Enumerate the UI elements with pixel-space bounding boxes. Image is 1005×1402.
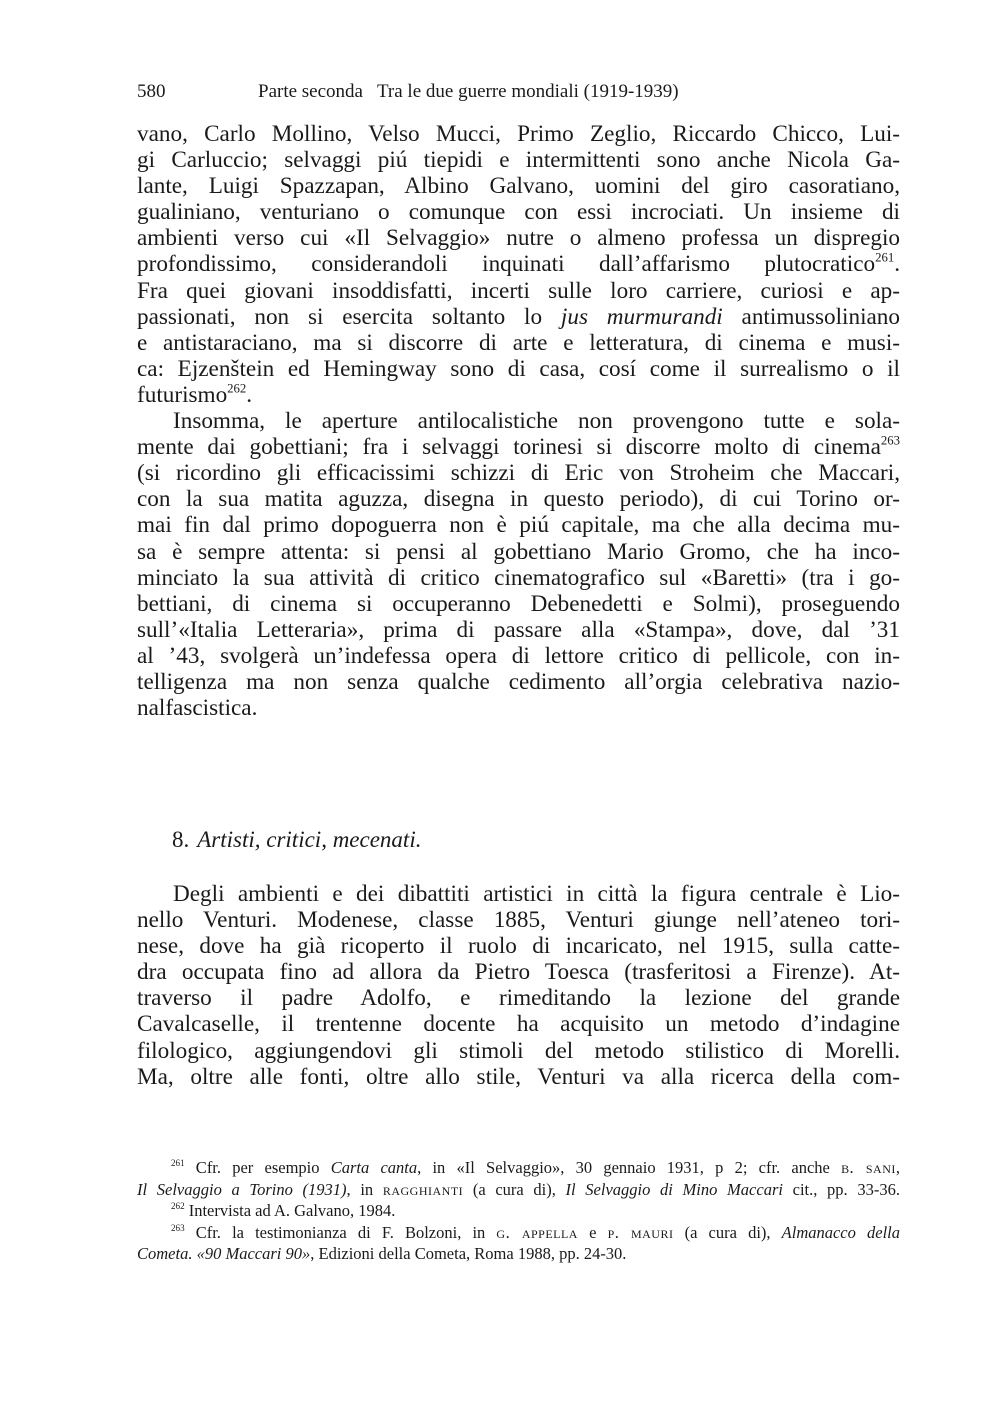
- text-line: Cavalcaselle, il trentenne docente ha acquisito un metodo d’indagine: [137, 1011, 900, 1038]
- text-segment: , in: [346, 1179, 383, 1199]
- text-segment: e: [577, 1222, 608, 1242]
- book-title: Tra le due guerre mondiali (1919-1939): [376, 81, 679, 102]
- text-segment: futurismo: [137, 381, 228, 408]
- text-line: lante, Luigi Spazzapan, Albino Galvano, uomini del giro casoratiano,: [137, 173, 900, 200]
- author-name: g. appella: [496, 1222, 578, 1242]
- text-line: sull’«Italia Letteraria», prima di passare alla «Stampa», dove, dal ’31: [137, 616, 900, 643]
- footnote-number: 262: [171, 1201, 185, 1212]
- footnotes: [137, 1157, 900, 1265]
- text-line: Insomma, le aperture antilocalistiche non provengono tutte e sola-: [173, 408, 900, 435]
- text-segment: antimussoliniano: [722, 303, 900, 330]
- text-line: al ’43, svolgerà un’indefessa opera di lettore critico di pellicole, con in-: [137, 642, 900, 669]
- author-name: ragghianti: [382, 1179, 464, 1199]
- text-line: [137, 304, 900, 330]
- italic-title: Cometa. «90 Maccari 90»: [137, 1244, 311, 1263]
- text-segment: cit., pp. 33-36.: [782, 1179, 900, 1199]
- text-line: Degli ambienti e dei dibattiti artistici in città la figura centrale è Lio-: [173, 881, 900, 907]
- text-line: gi Carluccio; selvaggi piú tiepidi e intermittenti sono anche Nicola Ga-: [137, 147, 900, 174]
- text-line: [137, 382, 900, 408]
- text-segment: Intervista ad A. Galvano, 1984.: [184, 1201, 396, 1220]
- footnote-ref-263[interactable]: 263: [880, 433, 900, 448]
- italic-title: Almanacco della: [781, 1222, 901, 1242]
- text-segment: profondissimo, considerandoli inquinati dall’affarismo plutocratico: [137, 251, 876, 278]
- footnote-number: 263: [171, 1222, 185, 1233]
- text-line: nello Venturi. Modenese, classe 1885, Venturi giunge nell’ateneo tori-: [137, 907, 900, 934]
- text-line: minciato la sua attività di critico cinematografico sul «Baretti» (tra i go-: [137, 564, 900, 591]
- text-line: telligenza ma non senza qualche cedimento all’orgia celebrativa nazio-: [137, 668, 900, 695]
- footnote-262: [137, 1200, 900, 1222]
- text-segment: (a cura di),: [673, 1222, 782, 1242]
- section-heading: [172, 826, 421, 854]
- text-line: sa è sempre attenta: si pensi al gobettiano Mario Gromo, che ha inco-: [137, 538, 900, 565]
- footnote-number: 261: [171, 1158, 185, 1169]
- author-name: p. mauri: [607, 1222, 674, 1242]
- italic-title: Il Selvaggio di Mino Maccari: [565, 1179, 783, 1199]
- text-line: (si ricordino gli efficacissimi schizzi di Eric von Stroheim che Maccari,: [137, 460, 900, 487]
- text-line: ambienti verso cui «Il Selvaggio» nutre o almeno professa un dispregio: [137, 225, 900, 252]
- paragraph-3: [137, 881, 900, 1090]
- section-number: 8.: [172, 827, 190, 852]
- text-line: e antistaraciano, ma si discorre di arte e letteratura, di cinema e musi-: [137, 329, 900, 356]
- footnote-263: [137, 1222, 900, 1244]
- text-line: filologico, aggiungendovi gli stimoli del metodo stilistico di Morelli.: [137, 1037, 900, 1064]
- text-line: vano, Carlo Mollino, Velso Mucci, Primo Zeglio, Riccardo Chicco, Lui-: [137, 121, 900, 147]
- footnote-261: [137, 1157, 900, 1179]
- page-number: 580: [137, 81, 166, 102]
- italic-title: Il Selvaggio a Torino (1931): [137, 1179, 347, 1199]
- text-line: mai fin dal primo dopoguerra non è piú capitale, ma che alla decima mu-: [137, 512, 900, 539]
- text-line: bettiani, di cinema si occuperanno Debenedetti e Solmi), proseguendo: [137, 590, 900, 617]
- text-line: Fra quei giovani insoddisfatti, incerti sulle loro carriere, curiosi e ap-: [137, 277, 900, 304]
- text-line: Ma, oltre alle fonti, oltre allo stile, Venturi va alla ricerca della com-: [137, 1063, 900, 1090]
- footnote-ref-261[interactable]: 261: [875, 250, 895, 265]
- text-segment: (a cura di),: [463, 1179, 566, 1199]
- text-line: [137, 434, 900, 460]
- text-line: traverso il padre Adolfo, e rimeditando la lezione del grande: [137, 985, 900, 1012]
- text-segment: .: [894, 251, 900, 278]
- text-line: gualiniano, venturiano o comunque con essi incrociati. Un insieme di: [137, 199, 900, 226]
- footnote-261-cont: [137, 1179, 900, 1201]
- text-line: nalfascistica.: [137, 695, 258, 722]
- footnote-263-cont: [137, 1243, 900, 1265]
- text-line: dra occupata fino ad allora da Pietro Toesca (trasferitosi a Firenze). At-: [137, 959, 900, 986]
- text-line: [137, 251, 900, 277]
- text-line: nese, dove ha già ricoperto il ruolo di incaricato, nel 1915, sulla catte-: [137, 933, 900, 960]
- text-segment: ,: [895, 1158, 900, 1177]
- text-segment: , in «Il Selvaggio», 30 gennaio 1931, p 2; cfr. anche: [417, 1158, 842, 1177]
- paragraph-1: [137, 121, 900, 721]
- footnote-ref-262[interactable]: 262: [227, 381, 247, 396]
- text-segment: .: [246, 381, 253, 408]
- text-segment: Cfr. la testimonianza di F. Bolzoni, in: [184, 1222, 497, 1242]
- running-head: [137, 80, 902, 104]
- author-name: b. sani: [841, 1158, 896, 1177]
- text-segment: mente dai gobettiani; fra i selvaggi torinesi si discorre molto di cinema: [137, 434, 881, 461]
- italic-phrase: jus murmurandi: [560, 303, 723, 330]
- italic-title: Carta canta: [330, 1158, 418, 1177]
- section-title: Artisti, critici, mecenati.: [197, 827, 422, 852]
- part-label: Parte seconda: [258, 81, 363, 102]
- text-segment: , Edizioni della Cometa, Roma 1988, pp. 24-30.: [310, 1244, 627, 1263]
- text-segment: passionati, non si esercita soltanto lo: [137, 303, 561, 330]
- text-segment: Cfr. per esempio: [184, 1158, 331, 1177]
- text-line: con la sua matita aguzza, disegna in questo periodo), di cui Torino or-: [137, 486, 900, 513]
- text-line: ca: Ejzenštein ed Hemingway sono di casa, cosí come il surrealismo o il: [137, 355, 900, 382]
